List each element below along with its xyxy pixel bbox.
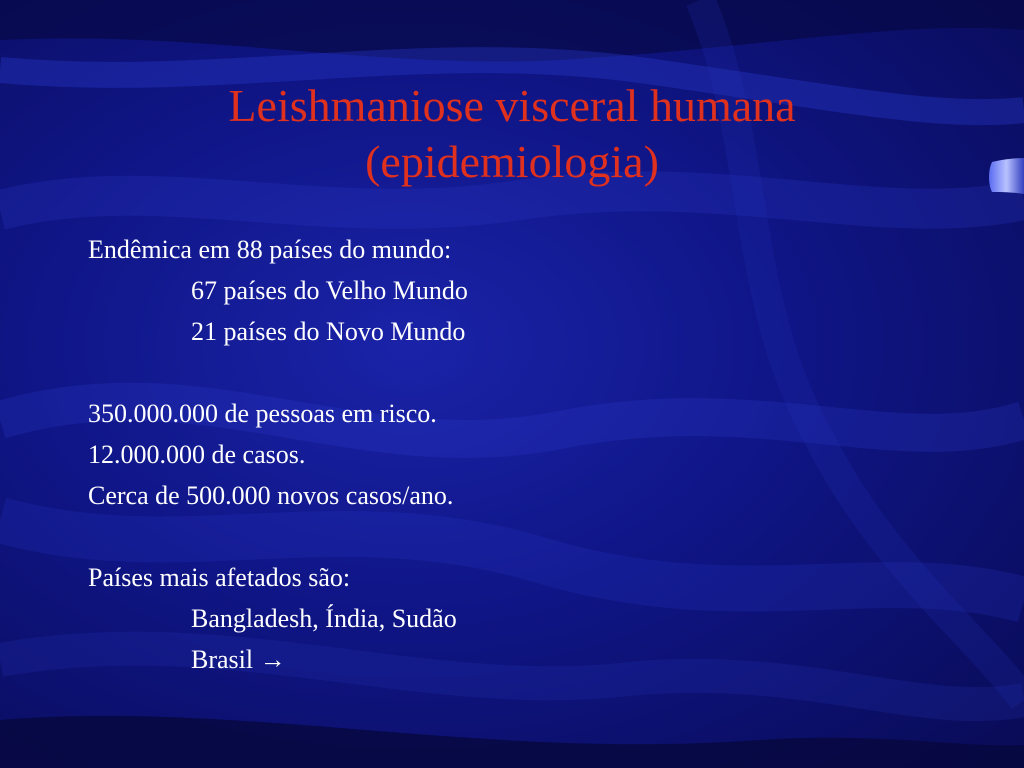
slide-title <box>0 78 1024 190</box>
slide-body <box>88 229 968 680</box>
at-risk-text: 350.000.000 de pessoas em risco. <box>88 399 437 428</box>
cases-text: 12.000.000 de casos. <box>88 440 306 469</box>
old-world-text: 67 países do Velho Mundo <box>191 276 468 305</box>
spacer <box>88 352 968 393</box>
endemic-intro-text: Endêmica em 88 países do mundo: <box>88 235 452 264</box>
title-line-1: Leishmaniose visceral humana <box>228 80 796 131</box>
spacer <box>88 516 968 557</box>
title-line-2: (epidemiologia) <box>365 136 659 187</box>
most-affected-intro-text: Países mais afetados são: <box>88 563 351 592</box>
new-world-text: 21 países do Novo Mundo <box>191 317 466 346</box>
new-cases-text: Cerca de 500.000 novos casos/ano. <box>88 481 454 510</box>
brazil-text: Brasil → <box>191 645 286 674</box>
countries-list-text: Bangladesh, Índia, Sudão <box>191 604 457 633</box>
